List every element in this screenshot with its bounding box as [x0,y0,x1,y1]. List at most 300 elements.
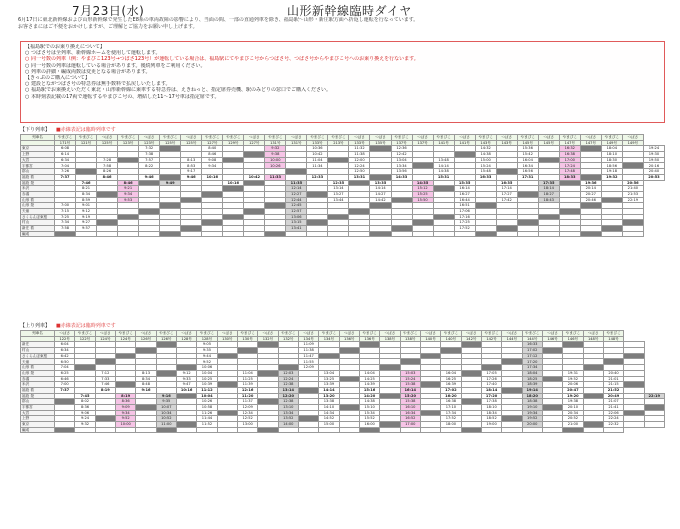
header-cell: やまびこ [433,135,454,141]
header-cell: つばさ [583,331,603,337]
time-cell: 11:25 [237,376,257,382]
time-cell: 17:31 [517,174,538,180]
station-label: 米沢 [21,382,55,388]
header-cell: やまびこ [55,135,76,141]
header-cell: やまびこ [601,135,622,141]
time-cell: 13:39 [319,382,339,388]
time-cell: 17:16 [454,214,475,220]
time-cell: 10:36 [307,146,328,152]
time-cell: 11:47 [298,353,318,359]
time-cell: 17:25 [454,220,475,226]
time-cell: 15:48 [475,169,496,175]
time-cell: 8:46 [97,174,118,180]
time-cell: 9:16 [156,393,176,399]
header-cell: 133号 [349,140,370,146]
time-cell [160,231,181,237]
time-cell [580,231,601,237]
down-section-label [20,127,116,133]
time-cell: 13:48 [433,157,454,163]
station-label: さくらんぼ東根 [21,353,55,359]
time-cell: 16:32 [559,146,580,152]
time-cell: 16:38 [559,152,580,158]
time-cell: 15:34 [359,410,379,416]
header-cell: 141号 [433,140,454,146]
time-cell [461,427,481,433]
header-cell: 135号 [370,140,391,146]
time-cell: 16:04 [441,370,461,376]
time-cell: 8:48 [136,382,156,388]
station-label: 新庄 着 [21,226,55,232]
time-cell: 7:15 [55,208,76,214]
header-cell: やまびこ [400,331,420,337]
time-cell: 9:46 [139,174,160,180]
time-cell: 21:07 [603,399,623,405]
time-cell: 6:25 [55,370,75,376]
header-cell: 134号 [319,336,339,342]
header-cell: 131号 [286,140,307,146]
time-cell: 19:14 [522,387,542,393]
time-cell: 21:41 [603,404,623,410]
time-cell: 13:15 [286,220,307,226]
time-cell: 17:42 [496,197,517,203]
time-cell: 7:46 [76,180,97,186]
time-cell: 8:13 [136,370,156,376]
time-cell: 10:00 [265,157,286,163]
time-cell [502,427,522,433]
time-cell: 12:09 [298,365,318,371]
time-cell [601,231,622,237]
time-cell [583,427,603,433]
table-row [21,427,665,433]
time-cell: 18:38 [522,399,542,405]
time-cell: 9:47 [176,382,196,388]
time-cell: 10:34 [156,410,176,416]
header-cell: 125号 [97,140,118,146]
time-cell: 6:08 [55,146,76,152]
time-cell: 18:10 [601,152,622,158]
time-cell [400,427,420,433]
header-cell: つばさ [55,331,75,337]
time-cell [75,427,95,433]
time-cell: 20:53 [643,174,664,180]
time-cell [118,231,139,237]
header-cell: 148号 [583,336,603,342]
time-cell: 11:39 [237,382,257,388]
time-cell: 11:34 [307,163,328,169]
time-cell: 13:04 [319,370,339,376]
header-cell: 144号 [502,336,522,342]
time-cell: 9:52 [197,359,217,365]
time-cell: 19:20 [563,393,583,399]
time-cell: 17:35 [538,180,559,186]
time-cell: 21:52 [603,387,623,393]
time-cell: 12:16 [237,387,257,393]
header-cell: やまびこ [319,331,339,337]
time-cell [136,427,156,433]
header-cell: やまびこ [160,135,181,141]
time-cell: 13:34 [278,410,298,416]
header-cell: 129号 [223,140,244,146]
time-cell [319,427,339,433]
time-cell: 11:12 [197,387,217,393]
header-cell: 130号 [217,336,237,342]
time-cell: 15:00 [319,422,339,428]
time-cell [475,231,496,237]
time-cell: 16:39 [441,382,461,388]
time-cell: 12:24 [278,376,298,382]
header-cell: 142号 [461,336,481,342]
time-cell [391,231,412,237]
station-label: 米沢 [21,186,55,192]
time-cell [517,231,538,237]
time-cell: 12:38 [278,382,298,388]
time-cell: 10:26 [265,163,286,169]
time-cell: 10:04 [197,370,217,376]
header-cell: やまびこ [76,135,97,141]
time-cell: 14:38 [433,169,454,175]
header-cell: やまびこ [115,331,135,337]
time-cell: 8:59 [76,197,97,203]
time-cell: 13:00 [237,422,257,428]
time-cell: 20:40 [643,169,664,175]
header-cell: やまびこ [307,135,328,141]
time-cell: 10:25 [197,376,217,382]
header-cell: 148号 [603,336,623,342]
time-cell: 17:05 [481,370,501,376]
time-cell: 7:26 [55,169,76,175]
time-cell: 18:10 [481,404,501,410]
header-cell: つばさ [380,331,400,337]
time-cell: 18:43 [538,197,559,203]
time-cell [622,231,643,237]
time-cell: 12:14 [286,186,307,192]
header-cell: 132号 [258,336,278,342]
time-cell [202,231,223,237]
time-cell: 8:21 [76,186,97,192]
time-cell: 14:35 [412,180,433,186]
header-cell: やまびこ [475,135,496,141]
time-cell [55,231,76,237]
time-cell: 16:51 [454,203,475,209]
time-cell: 17:27 [496,191,517,197]
header-cell: 132号 [278,336,298,342]
header-cell: 128号 [197,336,217,342]
time-cell: 20:10 [563,404,583,410]
time-cell: 6:34 [55,348,75,354]
time-cell: 22:19 [644,393,664,399]
time-cell: 9:38 [265,152,286,158]
date-title: 7月23日(水) [72,4,145,18]
time-cell: 21:15 [603,382,623,388]
station-label: 天童 [21,208,55,214]
time-cell: 19:36 [580,180,601,186]
time-cell [624,422,644,428]
time-cell: 12:42 [391,152,412,158]
time-cell: 15:20 [400,393,420,399]
time-cell: 16:33 [475,174,496,180]
header-cell: 141号 [454,140,475,146]
time-cell: 18:04 [601,146,622,152]
time-cell [563,427,583,433]
notice-line: ○ 列車の詳細・編成両数は変更となる場合があります。 [25,68,151,75]
time-cell: 12:35 [328,180,349,186]
time-cell: 17:00 [400,422,420,428]
header-cell: つばさ [298,331,318,337]
header-cell: やまびこ [563,331,583,337]
intro-line: お客さまにはご不便をおかけしますが、ご理解とご協力をお願い申し上げます。 [18,24,198,30]
time-cell: 16:34 [400,410,420,416]
time-cell: 13:56 [391,169,412,175]
header-cell: つばさ [370,135,391,141]
time-cell [97,231,118,237]
time-cell: 17:00 [559,157,580,163]
time-cell: 13:06 [286,214,307,220]
header-cell: 140号 [420,336,440,342]
time-cell: 19:10 [522,404,542,410]
down-section-note: ■赤線表記は臨時列車です [56,127,116,133]
header-cell: 123号 [139,140,160,146]
header-cell: 133号 [307,140,328,146]
time-cell [244,231,265,237]
time-cell: 13:27 [328,191,349,197]
header-cell: つばさ [502,331,522,337]
time-cell: 16:52 [400,416,420,422]
time-cell: 20:00 [522,422,542,428]
time-cell: 14:00 [278,422,298,428]
header-cell: やまびこ [559,135,580,141]
time-cell: 16:25 [441,376,461,382]
time-cell: 14:20 [359,393,379,399]
time-cell: 22:24 [603,416,623,422]
time-cell: 16:04 [517,157,538,163]
time-cell: 6:46 [55,376,75,382]
station-label: 福島 発 [21,180,55,186]
time-cell: 11:33 [265,174,286,180]
header-cell: 171号 [55,140,76,146]
header-cell: やまびこ [75,331,95,337]
time-cell: 12:57 [286,208,307,214]
time-cell: 7:37 [55,387,75,393]
time-cell: 14:27 [370,191,391,197]
header-cell: やまびこ [223,135,244,141]
time-cell: 18:04 [522,370,542,376]
time-cell: 19:50 [643,157,664,163]
time-cell: 15:12 [412,186,433,192]
time-cell: 13:35 [370,180,391,186]
time-cell [359,427,379,433]
time-cell: 19:38 [563,399,583,405]
time-cell: 22:32 [603,422,623,428]
time-cell: 14:34 [319,410,339,416]
time-cell: 7:04 [55,163,76,169]
time-cell: 13:31 [349,174,370,180]
station-label: 福島 着 [21,174,55,180]
time-cell: 9:01 [76,203,97,209]
header-cell: やまびこ [603,331,623,337]
header-cell: 127号 [202,140,223,146]
time-cell [412,231,433,237]
header-cell: 127号 [244,140,265,146]
time-cell: 15:42 [517,152,538,158]
time-cell [156,427,176,433]
time-cell [95,427,115,433]
time-cell: 10:42 [244,174,265,180]
header-cell: 124号 [115,336,135,342]
time-cell: 16:00 [359,422,379,428]
time-cell [217,427,237,433]
table-row [21,231,665,237]
time-cell: 9:49 [160,180,181,186]
header-cell: 149号 [601,140,622,146]
time-cell: 12:24 [349,163,370,169]
time-cell: 8:34 [76,191,97,197]
time-cell: 14:14 [319,387,339,393]
station-label: 山形 発 [21,370,55,376]
time-cell: 17:02 [522,348,542,354]
time-cell: 9:32 [75,422,95,428]
time-cell: 20:06 [563,382,583,388]
time-cell: 7:12 [95,370,115,376]
time-cell [339,427,359,433]
time-cell: 11:32 [349,146,370,152]
header-cell: 145号 [538,140,559,146]
station-label: 上野 [21,152,55,158]
station-label: 山形 着 [21,365,55,371]
time-cell: 22:06 [603,410,623,416]
time-cell: 17:52 [441,416,461,422]
time-cell: 18:14 [481,387,501,393]
header-cell: やまびこ [278,331,298,337]
time-cell [542,427,562,433]
time-cell: 9:21 [118,186,139,192]
time-cell [481,427,501,433]
time-cell: 9:44 [197,353,217,359]
header-cell: 147号 [580,140,601,146]
time-cell: 18:33 [559,174,580,180]
time-cell: 15:24 [475,163,496,169]
time-cell: 12:09 [237,404,257,410]
time-cell: 10:42 [307,152,328,158]
time-cell: 9:32 [265,146,286,152]
station-label: 天童 [21,359,55,365]
header-cell: やまびこ [197,331,217,337]
time-cell: 20:46 [580,197,601,203]
time-cell: 12:38 [278,399,298,405]
time-cell: 12:45 [286,203,307,209]
time-cell: 21:01 [603,376,623,382]
time-cell: 16:27 [454,191,475,197]
time-cell: 9:24 [75,416,95,422]
header-cell: つばさ [181,135,202,141]
time-cell: 11:55 [298,359,318,365]
time-cell [258,427,278,433]
notice-line: ○ 福島駅でお乗換えいただく東北・山形新幹線に乗車する特急券は、えきねっと、指定席券売機、駅のみどりの窓口でご購入ください。 [25,87,331,94]
header-cell: 142号 [481,336,501,342]
time-cell: 9:09 [115,404,135,410]
time-cell: 7:00 [55,203,76,209]
header-cell: 136号 [339,336,359,342]
time-cell: 17:48 [559,169,580,175]
time-cell: 12:36 [391,146,412,152]
time-cell [181,231,202,237]
time-cell: 10:16 [176,387,196,393]
intro-line: 6月17日に東北新幹線および山形新幹線で発生したE8系の車両故障の影響により、当面の間、一部の直通列車を除き、福島駅〜山形・新庄駅方面へ折返し運転を行なっています。 [18,17,419,23]
time-cell: 18:27 [538,191,559,197]
time-cell: 12:33 [307,174,328,180]
time-cell: 6:04 [55,342,75,348]
time-cell: 8:36 [115,399,135,405]
station-label: 村山 [21,220,55,226]
time-cell: 15:24 [400,376,420,382]
time-cell [115,427,135,433]
station-label: 村山 [21,348,55,354]
time-cell: 9:33 [176,376,196,382]
time-cell: 17:24 [559,163,580,169]
station-label: 東京 [21,422,55,428]
station-label: 赤湯 [21,191,55,197]
time-cell: 10:58 [197,404,217,410]
time-cell: 19:30 [643,152,664,158]
time-cell: 7:28 [97,157,118,163]
station-label: 東京 [21,146,55,152]
time-cell: 14:42 [370,197,391,203]
header-cell: つばさ [412,135,433,141]
time-cell [197,427,217,433]
time-cell: 16:20 [441,393,461,399]
header-cell: やまびこ [156,331,176,337]
header-cell: 121号 [76,140,97,146]
header-cell: やまびこ [441,331,461,337]
time-cell: 17:34 [441,410,461,416]
time-cell: 9:05 [197,342,217,348]
time-cell: 10:00 [115,422,135,428]
time-cell: 14:14 [370,186,391,192]
time-cell: 10:07 [156,404,176,410]
time-cell: 19:52 [522,416,542,422]
header-cell: 137号 [412,140,433,146]
time-cell: 21:53 [622,191,643,197]
time-cell: 11:20 [237,393,257,399]
time-cell: 8:02 [75,399,95,405]
time-cell: 14:38 [359,399,379,405]
down-timetable [20,134,665,237]
header-cell: やまびこ [202,135,223,141]
time-cell [328,231,349,237]
time-cell: 6:34 [55,157,76,163]
header-cell: つばさ [136,331,156,337]
time-cell [176,427,196,433]
time-cell: 13:10 [278,404,298,410]
time-cell: 20:27 [580,191,601,197]
header-cell: やまびこ [391,135,412,141]
time-cell: 8:46 [202,152,223,158]
time-cell: 9:35 [197,348,217,354]
time-cell: 11:35 [286,180,307,186]
time-cell: 15:10 [359,404,379,410]
time-cell: 15:38 [400,399,420,405]
time-cell: 15:52 [359,416,379,422]
time-cell: 15:16 [359,387,379,393]
time-cell: 14:39 [359,382,379,388]
time-cell: 12:34 [237,410,257,416]
time-cell: 18:34 [481,410,501,416]
header-cell: つばさ [217,331,237,337]
station-label: 赤湯 [21,376,55,382]
time-cell: 16:38 [441,399,461,405]
header-cell: 134号 [298,336,318,342]
time-cell: 17:12 [522,353,542,359]
time-cell: 11:38 [349,152,370,158]
